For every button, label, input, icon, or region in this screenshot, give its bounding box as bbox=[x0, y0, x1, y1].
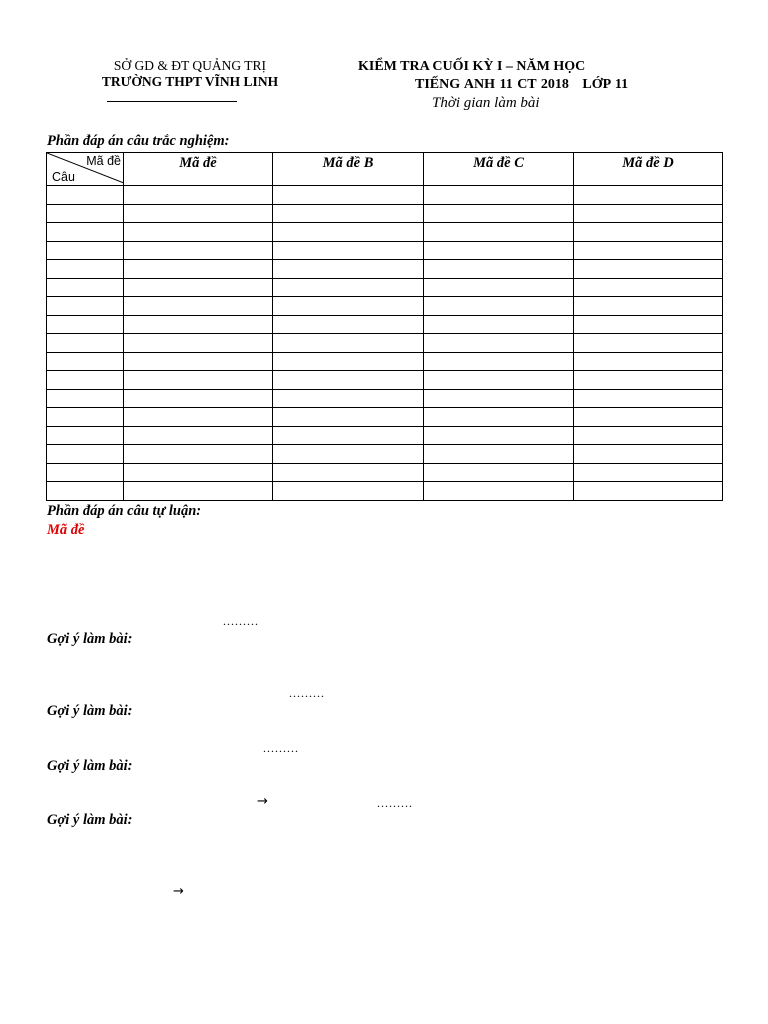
answer-cell bbox=[273, 482, 424, 501]
answer-table bbox=[46, 152, 723, 501]
answer-cell bbox=[273, 223, 424, 242]
table-row bbox=[47, 482, 723, 501]
arrow-right-icon: → bbox=[257, 794, 268, 809]
hint-label-1: Gợi ý làm bài: bbox=[47, 631, 133, 647]
answer-cell bbox=[273, 315, 424, 334]
table-row bbox=[47, 445, 723, 464]
corner-label-code: Mã đề bbox=[86, 154, 121, 168]
answer-cell bbox=[574, 315, 723, 334]
table-row bbox=[47, 315, 723, 334]
answer-cell bbox=[273, 408, 424, 427]
answer-cell bbox=[574, 445, 723, 464]
answer-cell bbox=[424, 463, 574, 482]
question-number-cell bbox=[47, 260, 124, 279]
answer-cell bbox=[273, 463, 424, 482]
answer-cell bbox=[424, 482, 574, 501]
answer-cell bbox=[574, 260, 723, 279]
school-name: TRƯỜNG THPT VĨNH LINH bbox=[101, 74, 279, 89]
answer-cell bbox=[424, 223, 574, 242]
answer-cell bbox=[574, 241, 723, 260]
answer-cell bbox=[124, 334, 273, 353]
corner-label-question: Câu bbox=[52, 170, 75, 184]
answer-cell bbox=[124, 389, 273, 408]
question-number-cell bbox=[47, 241, 124, 260]
answer-cell bbox=[124, 186, 273, 205]
table-header-row bbox=[47, 153, 723, 186]
blank-dots-4: ......... bbox=[377, 796, 413, 810]
answer-cell bbox=[273, 445, 424, 464]
table-row bbox=[47, 204, 723, 223]
question-number-cell bbox=[47, 186, 124, 205]
school-header bbox=[70, 58, 310, 90]
answer-cell bbox=[574, 297, 723, 316]
exam-title: KIỂM TRA CUỐI KỲ I – NĂM HỌC bbox=[358, 59, 586, 74]
answer-cell bbox=[124, 260, 273, 279]
table-row bbox=[47, 389, 723, 408]
answer-cell bbox=[124, 297, 273, 316]
table-row bbox=[47, 278, 723, 297]
answer-cell bbox=[273, 297, 424, 316]
multiple-choice-heading: Phần đáp án câu trắc nghiệm: bbox=[47, 133, 230, 149]
answer-cell bbox=[124, 241, 273, 260]
table-row bbox=[47, 334, 723, 353]
table-row bbox=[47, 408, 723, 427]
answer-cell bbox=[424, 445, 574, 464]
answer-cell bbox=[574, 278, 723, 297]
question-number-cell bbox=[47, 352, 124, 371]
exam-time: Thời gian làm bài bbox=[432, 95, 540, 111]
answer-cell bbox=[124, 482, 273, 501]
table-row bbox=[47, 426, 723, 445]
question-number-cell bbox=[47, 334, 124, 353]
answer-cell bbox=[124, 445, 273, 464]
answer-cell bbox=[574, 371, 723, 390]
table-row bbox=[47, 223, 723, 242]
table-row bbox=[47, 186, 723, 205]
question-number-cell bbox=[47, 204, 124, 223]
answer-cell bbox=[574, 334, 723, 353]
table-row bbox=[47, 260, 723, 279]
question-number-cell bbox=[47, 445, 124, 464]
answer-cell bbox=[424, 334, 574, 353]
arrow-right-icon-2: → bbox=[173, 884, 184, 899]
column-header-code-c: Mã đề C bbox=[424, 153, 574, 186]
answer-cell bbox=[424, 260, 574, 279]
answer-cell bbox=[273, 241, 424, 260]
answer-cell bbox=[574, 408, 723, 427]
answer-cell bbox=[574, 186, 723, 205]
answer-cell bbox=[574, 223, 723, 242]
question-number-cell bbox=[47, 463, 124, 482]
answer-cell bbox=[574, 426, 723, 445]
answer-cell bbox=[424, 315, 574, 334]
answer-cell bbox=[273, 334, 424, 353]
table-row bbox=[47, 297, 723, 316]
question-number-cell bbox=[47, 371, 124, 390]
answer-cell bbox=[424, 278, 574, 297]
blank-dots-3: ......... bbox=[263, 741, 299, 755]
answer-cell bbox=[424, 352, 574, 371]
exam-subject: TIẾNG ANH 11 CT 2018 LỚP 11 bbox=[415, 77, 629, 92]
hint-label-3: Gợi ý làm bài: bbox=[47, 758, 133, 774]
answer-cell bbox=[273, 389, 424, 408]
answer-cell bbox=[124, 278, 273, 297]
answer-cell bbox=[574, 389, 723, 408]
table-corner-cell bbox=[47, 153, 124, 186]
header-divider bbox=[107, 101, 237, 102]
table-row bbox=[47, 371, 723, 390]
question-number-cell bbox=[47, 223, 124, 242]
answer-cell bbox=[574, 463, 723, 482]
answer-cell bbox=[424, 186, 574, 205]
answer-cell bbox=[273, 204, 424, 223]
answer-cell bbox=[424, 297, 574, 316]
answer-cell bbox=[273, 352, 424, 371]
question-number-cell bbox=[47, 482, 124, 501]
blank-dots-2: ......... bbox=[289, 686, 325, 700]
answer-cell bbox=[124, 204, 273, 223]
answer-cell bbox=[273, 260, 424, 279]
answer-cell bbox=[424, 426, 574, 445]
answer-cell bbox=[124, 463, 273, 482]
essay-code-label: Mã đề bbox=[47, 522, 85, 538]
column-header-code-a: Mã đề bbox=[124, 153, 273, 186]
answer-cell bbox=[124, 408, 273, 427]
answer-cell bbox=[124, 371, 273, 390]
answer-cell bbox=[124, 223, 273, 242]
answer-cell bbox=[574, 204, 723, 223]
question-number-cell bbox=[47, 389, 124, 408]
answer-cell bbox=[574, 352, 723, 371]
answer-cell bbox=[273, 426, 424, 445]
blank-dots-1: ......... bbox=[223, 614, 259, 628]
table-row bbox=[47, 241, 723, 260]
answer-cell bbox=[273, 371, 424, 390]
question-number-cell bbox=[47, 315, 124, 334]
essay-heading: Phần đáp án câu tự luận: bbox=[47, 503, 202, 519]
hint-label-4: Gợi ý làm bài: bbox=[47, 812, 133, 828]
answer-cell bbox=[273, 278, 424, 297]
question-number-cell bbox=[47, 408, 124, 427]
question-number-cell bbox=[47, 297, 124, 316]
table-row bbox=[47, 352, 723, 371]
column-header-code-d: Mã đề D bbox=[574, 153, 723, 186]
hint-label-2: Gợi ý làm bài: bbox=[47, 703, 133, 719]
answer-cell bbox=[124, 426, 273, 445]
department-name: SỞ GD & ĐT QUẢNG TRỊ bbox=[113, 58, 267, 73]
answer-cell bbox=[424, 389, 574, 408]
column-header-code-b: Mã đề B bbox=[273, 153, 424, 186]
question-number-cell bbox=[47, 426, 124, 445]
answer-cell bbox=[124, 315, 273, 334]
answer-cell bbox=[424, 408, 574, 427]
answer-cell bbox=[424, 371, 574, 390]
answer-cell bbox=[124, 352, 273, 371]
answer-cell bbox=[424, 241, 574, 260]
question-number-cell bbox=[47, 278, 124, 297]
answer-cell bbox=[424, 204, 574, 223]
answer-cell bbox=[574, 482, 723, 501]
answer-cell bbox=[273, 186, 424, 205]
table-row bbox=[47, 463, 723, 482]
answer-table-body bbox=[47, 186, 723, 501]
